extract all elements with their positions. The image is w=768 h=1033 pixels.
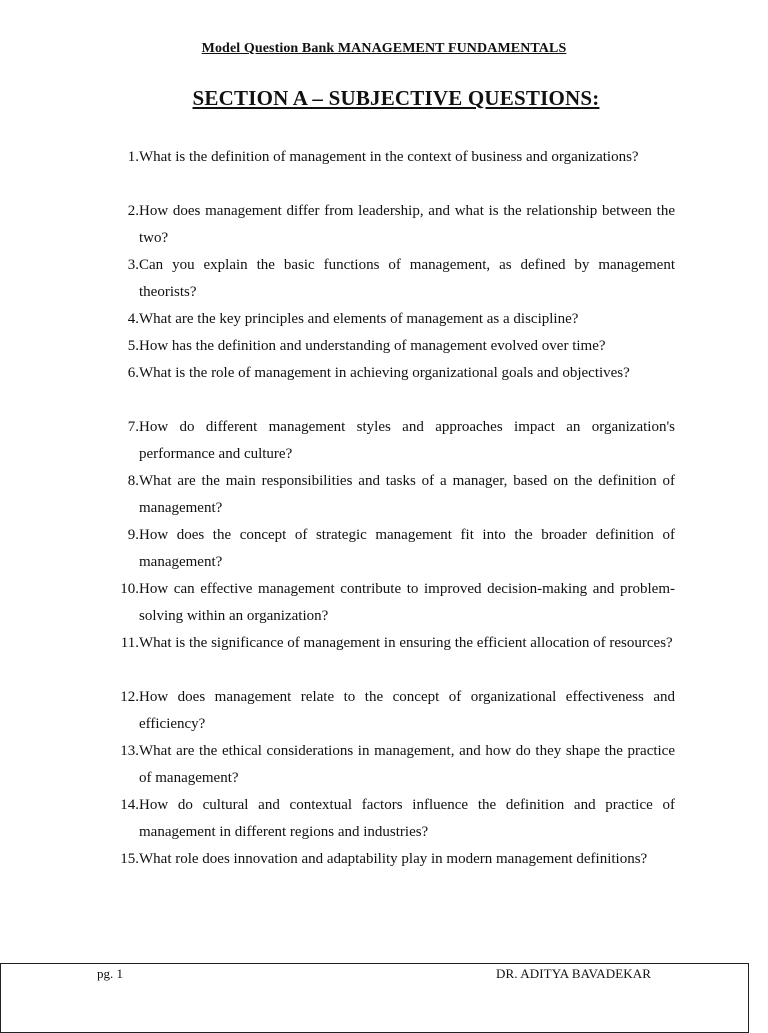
question-text: How does the concept of strategic management fit into the broader definition of management? bbox=[139, 527, 675, 570]
question-number-text: 1. bbox=[127, 149, 139, 165]
question-text: How does management differ from leadership, and what is the relationship between the two? bbox=[139, 203, 675, 246]
question-number-text: 13. bbox=[120, 743, 139, 759]
question-item bbox=[105, 333, 675, 360]
question-item bbox=[105, 684, 675, 738]
question-item bbox=[105, 144, 675, 198]
question-text: How can effective management contribute to improved decision-making and problem-solving within an organization? bbox=[139, 581, 675, 624]
question-item bbox=[105, 846, 675, 900]
question-number-text: 8. bbox=[127, 473, 139, 489]
question-number bbox=[105, 414, 139, 468]
footer-page-number: pg. 1 bbox=[97, 966, 123, 981]
question-text: How do cultural and contextual factors influence the definition and practice of management in different regions and industries? bbox=[139, 797, 675, 840]
question-number-text: 6. bbox=[127, 365, 139, 381]
question-text: How do different management styles and approaches impact an organization's performance and culture? bbox=[139, 419, 675, 462]
question-number-text: 5. bbox=[127, 338, 139, 354]
question-text: How has the definition and understanding of management evolved over time? bbox=[139, 338, 606, 354]
question-item bbox=[105, 630, 675, 684]
question-text: What are the key principles and elements of management as a discipline? bbox=[139, 311, 579, 327]
question-number bbox=[105, 306, 139, 333]
question-item bbox=[105, 468, 675, 522]
document-header: Model Question Bank MANAGEMENT FUNDAMENTALS bbox=[201, 41, 567, 56]
question-number-text: 3. bbox=[127, 257, 139, 273]
question-number bbox=[105, 846, 139, 900]
question-number-text: 15. bbox=[120, 851, 139, 867]
question-text: What are the ethical considerations in management, and how do they shape the practice of management? bbox=[139, 743, 675, 786]
question-number-text: 12. bbox=[120, 689, 139, 705]
question-text: What role does innovation and adaptability play in modern management definitions? bbox=[139, 851, 648, 867]
question-number bbox=[105, 576, 139, 630]
footer-author: DR. ADITYA BAVADEKAR bbox=[496, 966, 652, 981]
question-item bbox=[105, 198, 675, 252]
question-number bbox=[105, 252, 139, 306]
question-list bbox=[105, 144, 675, 900]
question-item bbox=[105, 792, 675, 846]
question-number-text: 2. bbox=[127, 203, 139, 219]
question-number bbox=[105, 522, 139, 576]
question-item bbox=[105, 360, 675, 414]
question-number bbox=[105, 360, 139, 414]
question-number bbox=[105, 198, 139, 252]
question-number-text: 9. bbox=[127, 527, 139, 543]
question-text: Can you explain the basic functions of management, as defined by management theorists? bbox=[139, 257, 675, 300]
question-number bbox=[105, 468, 139, 522]
question-number bbox=[105, 630, 139, 684]
question-text: What are the main responsibilities and tasks of a manager, based on the definition of management? bbox=[139, 473, 675, 516]
question-item bbox=[105, 738, 675, 792]
question-number bbox=[105, 333, 139, 360]
question-item bbox=[105, 306, 675, 333]
question-item bbox=[105, 522, 675, 576]
section-title: SECTION A – SUBJECTIVE QUESTIONS: bbox=[192, 86, 600, 110]
question-item bbox=[105, 252, 675, 306]
question-item bbox=[105, 414, 675, 468]
question-text: What is the role of management in achieving organizational goals and objectives? bbox=[139, 365, 630, 381]
question-item bbox=[105, 576, 675, 630]
question-text: What is the definition of management in the context of business and organizations? bbox=[139, 149, 639, 165]
question-text: What is the significance of management in ensuring the efficient allocation of resources? bbox=[139, 635, 673, 651]
question-number bbox=[105, 792, 139, 846]
question-number-text: 4. bbox=[127, 311, 139, 327]
question-number-text: 11. bbox=[120, 635, 139, 651]
question-number-text: 14. bbox=[120, 797, 139, 813]
question-number bbox=[105, 144, 139, 198]
question-number-text: 10. bbox=[120, 581, 139, 597]
question-text: How does management relate to the concept of organizational effectiveness and efficiency? bbox=[139, 689, 675, 732]
question-number bbox=[105, 684, 139, 738]
question-number bbox=[105, 738, 139, 792]
question-number-text: 7. bbox=[127, 419, 139, 435]
